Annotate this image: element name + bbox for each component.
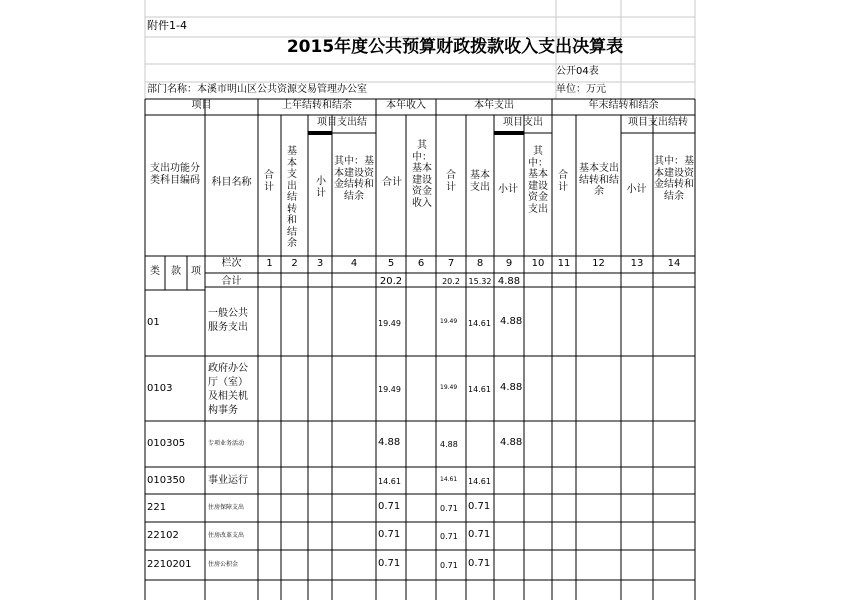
thick-mark xyxy=(308,131,332,135)
header-proj-end: 项目支出结转 xyxy=(628,117,688,128)
row-expense-basic: 14.61 xyxy=(468,476,491,486)
header-capital-b: 其中：基本建设资金收入 xyxy=(412,140,432,209)
total-row-expense-total: 20.2 xyxy=(442,277,460,286)
row-code: 2210201 xyxy=(147,559,192,570)
header-capital-a: 其中：基本建设资金结转和结余 xyxy=(334,156,374,202)
header-income: 本年收入 xyxy=(386,100,426,111)
row-income-total: 0.71 xyxy=(378,501,401,512)
header-subtotal-d: 小计 xyxy=(626,184,647,195)
row-name: 住房改革支出 xyxy=(208,532,245,539)
column-number: 3 xyxy=(316,258,324,269)
header-xiang: 项 xyxy=(191,266,201,277)
row-expense-basic: 0.71 xyxy=(468,558,491,569)
page-title: 2015年度公共预算财政拨款收入支出决算表 xyxy=(286,37,624,57)
row-expense-subtotal: 4.88 xyxy=(500,381,523,393)
column-number: 6 xyxy=(417,258,425,269)
header-subtotal-a: 小计 xyxy=(316,176,326,199)
attachment-label: 附件1-4 xyxy=(147,19,187,32)
row-expense-basic: 0.71 xyxy=(468,501,491,512)
header-basic-c: 基本支出 xyxy=(470,170,490,193)
row-expense-total: 0.71 xyxy=(440,504,458,513)
header-capital-d: 其中：基本建设资金结转和结余 xyxy=(654,156,694,202)
row-expense-total: 0.71 xyxy=(440,561,458,570)
column-number: 8 xyxy=(476,258,484,269)
column-number: 13 xyxy=(630,258,644,269)
header-basic-d: 基本支出结转和结余 xyxy=(579,163,619,197)
row-code: 221 xyxy=(147,502,167,513)
row-code: 22102 xyxy=(147,530,179,541)
row-name: 一般公共服务支出 xyxy=(208,308,248,333)
row-income-total: 4.88 xyxy=(378,437,401,448)
column-number: 4 xyxy=(350,258,358,269)
total-row-label: 合计 xyxy=(221,276,242,287)
row-expense-subtotal: 4.88 xyxy=(500,437,523,448)
column-number: 11 xyxy=(557,258,571,269)
header-lei: 类 xyxy=(150,266,160,277)
row-name: 事业运行 xyxy=(208,474,248,486)
header-total-a: 合计 xyxy=(264,170,274,193)
form-number: 公开04表 xyxy=(556,66,599,77)
row-expense-total: 19.49 xyxy=(440,318,458,325)
row-name: 专项业务活动 xyxy=(208,440,245,447)
unit-label: 单位：万元 xyxy=(556,84,606,95)
column-number: 14 xyxy=(667,258,681,269)
header-name: 科目名称 xyxy=(211,177,252,188)
row-income-total: 19.49 xyxy=(378,319,401,328)
row-name: 住房公积金 xyxy=(208,561,239,568)
column-number: 10 xyxy=(531,258,545,269)
row-code: 010350 xyxy=(147,474,186,486)
header-total-d: 合计 xyxy=(558,170,568,193)
column-number: 2 xyxy=(291,258,298,269)
column-number: 5 xyxy=(387,258,395,269)
column-number: 12 xyxy=(592,258,605,269)
row-name: 政府办公厅（室）及相关机构事务 xyxy=(208,363,248,416)
header-proj-exp: 项目支出 xyxy=(503,117,543,128)
column-number: 1 xyxy=(266,258,273,269)
department-name: 部门名称：本溪市明山区公共资源交易管理办公室 xyxy=(147,84,367,95)
row-expense-total: 14.61 xyxy=(440,475,458,483)
row-expense-total: 0.71 xyxy=(440,532,458,541)
header-subtotal-c: 小计 xyxy=(498,184,518,195)
header-prev-carryover: 上年结转和结余 xyxy=(282,100,352,111)
row-code: 010305 xyxy=(147,438,186,449)
row-expense-subtotal: 4.88 xyxy=(500,316,523,327)
header-capital-c: 其中：基本建设资金支出 xyxy=(528,146,548,215)
row-income-total: 0.71 xyxy=(378,558,401,569)
header-code: 支出功能分类科目编码 xyxy=(150,163,200,186)
thick-mark xyxy=(494,131,524,135)
header-total-b: 合计 xyxy=(382,177,402,188)
row-income-total: 19.49 xyxy=(378,384,401,394)
row-expense-basic: 0.71 xyxy=(468,529,491,540)
row-code: 0103 xyxy=(147,382,173,394)
row-expense-basic: 14.61 xyxy=(468,319,491,328)
header-lanci: 栏次 xyxy=(221,258,242,269)
total-row-income: 20.2 xyxy=(379,276,403,287)
row-name: 住房保障支出 xyxy=(208,504,245,511)
row-expense-basic: 14.61 xyxy=(468,384,491,394)
column-number: 9 xyxy=(505,258,513,269)
total-row-expense-basic: 15.32 xyxy=(468,277,492,286)
header-basic-a: 基本支出结转和结余 xyxy=(287,146,297,249)
column-number: 7 xyxy=(447,258,455,269)
row-code: 01 xyxy=(147,317,160,328)
row-expense-total: 4.88 xyxy=(440,440,458,449)
row-income-total: 0.71 xyxy=(378,529,401,540)
header-kuan: 款 xyxy=(171,266,181,277)
header-year-end: 年末结转和结余 xyxy=(588,100,659,111)
row-income-total: 14.61 xyxy=(378,476,401,486)
header-proj-prev: 项目支出结 xyxy=(317,117,367,128)
row-expense-total: 19.49 xyxy=(440,383,458,391)
header-item: 项目 xyxy=(191,100,212,111)
header-expense: 本年支出 xyxy=(474,100,514,111)
header-total-c: 合计 xyxy=(446,170,456,193)
total-row-expense-subtotal: 4.88 xyxy=(497,276,521,287)
